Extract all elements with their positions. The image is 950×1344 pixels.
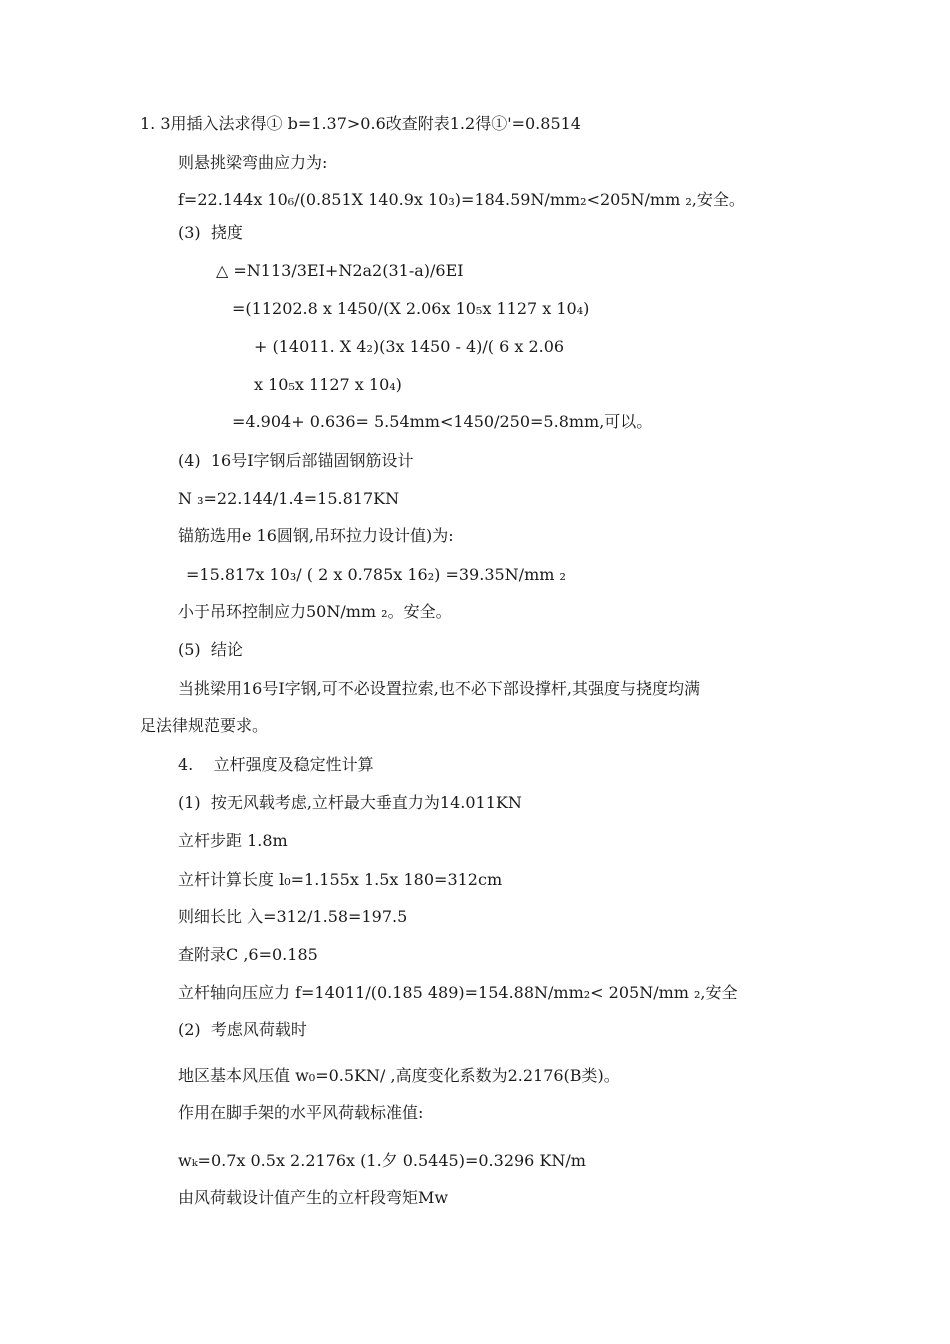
text-line: 足法律规范要求。: [140, 716, 269, 735]
text-line: f=22.144x 10₆/(0.851X 140.9x 10₃)=184.59N/mm₂<205N/mm ₂,安全。: [178, 190, 745, 209]
formula-line: =15.817x 10₃/ ( 2 x 0.785x 16₂) =39.35N/mm ₂: [186, 565, 566, 584]
section-heading: (4) 16号I字钢后部锚固钢筋设计: [178, 451, 414, 470]
text-line: 小于吊环控制应力50N/mm ₂。安全。: [178, 602, 452, 621]
section-heading: 4. 立杆强度及稳定性计算: [178, 755, 374, 774]
text-line: 1. 3用插入法求得① b=1.37>0.6改查附表1.2得①'=0.8514: [140, 114, 581, 133]
text-line: 查附录C ,6=0.185: [178, 945, 318, 964]
formula-line: x 10₅x 1127 x 10₄): [254, 375, 402, 394]
text-line: 立杆步距 1.8m: [178, 831, 288, 850]
section-heading: (2) 考虑风荷载时: [178, 1020, 307, 1039]
text-line: N ₃=22.144/1.4=15.817KN: [178, 489, 400, 508]
formula-line: △ =N113/3EI+N2a2(31-a)/6EI: [216, 261, 464, 280]
formula-line: =(11202.8 x 1450/(X 2.06x 10₅x 1127 x 10₄): [232, 299, 590, 318]
section-heading: (5) 结论: [178, 640, 243, 659]
formula-line: =4.904+ 0.636= 5.54mm<1450/250=5.8mm,可以。: [232, 412, 653, 431]
text-line: 当挑梁用16号I字钢,可不必设置拉索,也不必下部设撑杆,其强度与挠度均满: [178, 679, 700, 698]
text-line: 则悬挑梁弯曲应力为:: [178, 153, 328, 172]
text-line: 则细长比 入=312/1.58=197.5: [178, 907, 408, 926]
text-line: (1) 按无风载考虑,立杆最大垂直力为14.011KN: [178, 793, 522, 812]
formula-line: wₖ=0.7x 0.5x 2.2176x (1.夕 0.5445)=0.3296 KN/m: [178, 1151, 586, 1170]
text-line: 立杆轴向压应力 f=14011/(0.185 489)=154.88N/mm₂< 205N/mm ₂,安全: [178, 983, 738, 1002]
formula-line: + (14011. X 4₂)(3x 1450 - 4)/( 6 x 2.06: [254, 337, 565, 356]
text-line: 锚筋选用e 16圆钢,吊环拉力设计值)为:: [178, 526, 454, 545]
text-line: 地区基本风压值 w₀=0.5KN/ ,高度变化系数为2.2176(B类)。: [178, 1066, 620, 1085]
text-line: 作用在脚手架的水平风荷载标准值:: [178, 1103, 424, 1122]
text-line: 由风荷载设计值产生的立杆段弯矩Mw: [178, 1188, 449, 1207]
text-line: 立杆计算长度 l₀=1.155x 1.5x 180=312cm: [178, 870, 503, 889]
section-heading: (3) 挠度: [178, 223, 243, 242]
